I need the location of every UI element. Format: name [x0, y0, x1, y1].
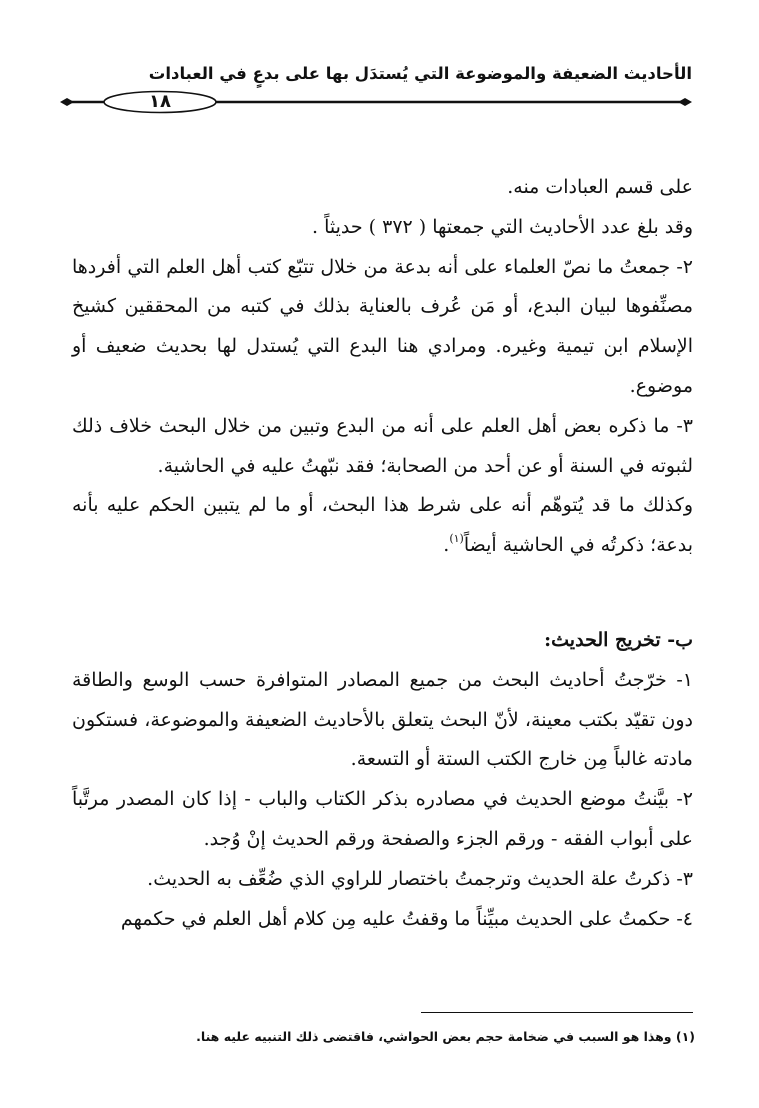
page-number: ١٨ [149, 91, 171, 112]
paragraph: ٣- ذكرتُ علة الحديث وترجمتُ باختصار للراوي الذي ضُعِّف به الحديث. [147, 867, 693, 890]
paragraph: ٣- ما ذكره بعض أهل العلم على أنه من البدع وتبين من خلال البحث خلاف ذلك لثبوته في السنة أو عن أحد من الصحابة؛ فقد نبّهتُ عليه في الحاشية. [72, 414, 693, 477]
footnote: (١) وهذا هو السبب في ضخامة حجم بعض الحواشي، فاقتضى ذلك التنبيه عليه هنا. [196, 1029, 695, 1044]
section-gap [72, 568, 693, 621]
paragraph: وقد بلغ عدد الأحاديث التي جمعتها ( ٣٧٢ ) حديثاً . [312, 215, 693, 238]
footnote-separator [421, 1012, 693, 1013]
running-title: الأحاديث الضعيفة والموضوعة التي يُستدَل بها على بدعٍ في العبادات [148, 64, 692, 83]
paragraph: على قسم العبادات منه. [507, 176, 693, 198]
paragraph: ١- خرّجتُ أحاديث البحث من جميع المصادر المتوافرة حسب الوسع والطاقة دون تقيّد بكتب معينة، لأنّ البحث يتعلق بالأحاديث الضعيفة والموضوعة، فستكون مادته غالباً مِن خارج الكتب الستة أو التسعة. [72, 668, 693, 771]
paragraph: ٢- جمعتُ ما نصّ العلماء على أنه بدعة من خلال تتبّع كتب أهل العلم التي أفردها مصنِّفوها لبيان البدع، أو مَن عُرف بالعناية بذلك في كتبه من المحققين كشيخ الإسلام ابن تيمية وغيره. ومرادي هنا البدع التي يُستدل لها بحديث ضعيف أو موضوع. [72, 255, 693, 397]
section-heading: ب- تخريج الحديث: [544, 628, 693, 651]
paragraph: وكذلك ما قد يُتوهّم أنه على شرط هذا البحث، أو ما لم يتبين الحكم عليه بأنه بدعة؛ ذكرتُه في الحاشية أيضاً$^{(١)}$. [72, 494, 693, 557]
paragraph-text: وكذلك ما قد يُتوهّم أنه على شرط هذا البحث، أو ما لم يتبين الحكم عليه بأنه بدعة؛ ذكرتُه في الحاشية أيضاً [72, 494, 693, 557]
paragraph: ٢- بيَّنتُ موضع الحديث في مصادره بذكر الكتاب والباب - إذا كان المصدر مرتَّباً على أبواب الفقه - ورقم الجزء والصفحة ورقم الحديث إنْ وُجد. [72, 788, 693, 850]
right-diamond-icon [678, 98, 692, 106]
main-text [72, 168, 693, 939]
left-diamond-icon [60, 98, 74, 106]
paragraph: ٤- حكمتُ على الحديث مبيِّناً ما وقفتُ عليه مِن كلام أهل العلم في حكمهم [120, 907, 693, 930]
footnote-reference[interactable]: (١) [449, 532, 464, 546]
